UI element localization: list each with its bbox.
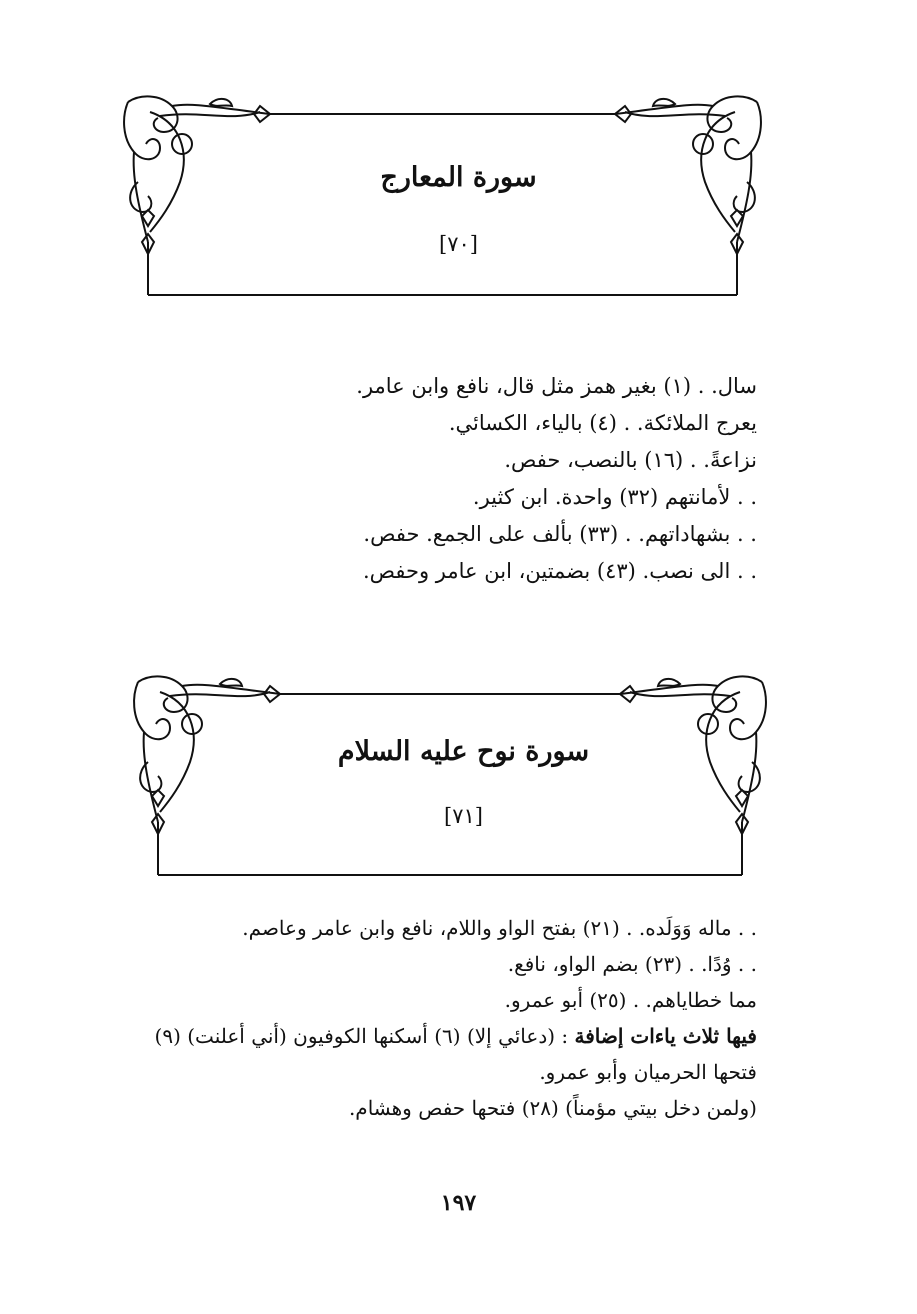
note-line	[155, 1018, 757, 1054]
surah-title-2: سورة نوح عليه السلام	[337, 736, 590, 767]
text-line: . . لأمانتهم (٣٢) واحدة. ابن كثير.	[472, 485, 757, 509]
text-line: . . ماله وَوَلَده. . (٢١) بفتح الواو واللام، نافع وابن عامر وعاصم.	[242, 916, 757, 940]
text-line: مما خطاياهم. . (٢٥) أبو عمرو.	[504, 988, 757, 1012]
surah-number-1: [٧٠]	[439, 232, 478, 256]
page-number: ١٩٧	[440, 1190, 477, 1216]
text-line: . . بشهاداتهم. . (٣٣) بألف على الجمع. حفص.	[363, 522, 757, 546]
surah-header-frame-2	[130, 672, 770, 882]
ornament-frame-icon	[120, 92, 765, 302]
note-rest: : (دعائي إلا) (٦) أسكنها الكوفيون (أني أعلنت) (٩)	[154, 1024, 569, 1048]
ornament-frame-icon	[130, 672, 770, 882]
text-line: (ولمن دخل بيتي مؤمناً) (٢٨) فتحها حفص وهشام.	[348, 1096, 757, 1120]
section-2-text	[155, 910, 757, 1126]
text-line: سال. . (١) بغير همز مثل قال، نافع وابن عامر.	[356, 374, 757, 398]
text-line: نزاعةً. . (١٦) بالنصب، حفص.	[504, 448, 757, 472]
surah-title-1: سورة المعارج	[380, 162, 537, 193]
note-lead: فيها ثلاث ياءات إضافة	[574, 1024, 757, 1048]
section-1-text	[356, 368, 757, 590]
text-line: يعرج الملائكة. . (٤) بالياء، الكسائي.	[448, 411, 757, 435]
text-line: . . وُدًا. . (٢٣) بضم الواو، نافع.	[507, 952, 757, 976]
text-line: فتحها الحرميان وأبو عمرو.	[539, 1060, 757, 1084]
surah-header-frame-1	[120, 92, 765, 302]
surah-number-2: [٧١]	[444, 804, 483, 828]
text-line: . . الى نصب. (٤٣) بضمتين، ابن عامر وحفص.	[362, 559, 757, 583]
